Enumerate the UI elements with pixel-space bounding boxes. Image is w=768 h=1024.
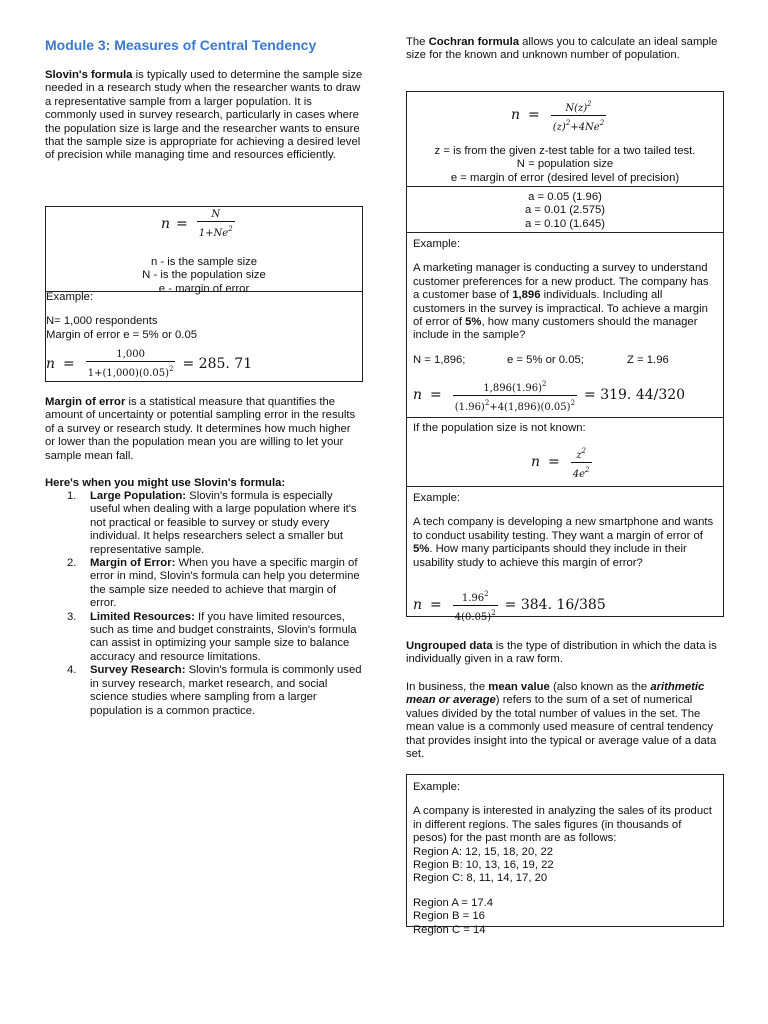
list-item: Region C = 14 (413, 923, 486, 936)
slovin-definitions: n - is the sample size N - is the population size e - margin of error (142, 256, 266, 295)
list-item: 4. Survey Research: Slovin's formula is commonly used in survey research, market research, and social science studies where sampling from a larger population is a common practice. (67, 664, 362, 717)
slovin-intro: Slovin's formula is typically used to determine the sample size needed in a research study when the researcher wants to draw a representative sample from a larger population. It is commonly used in survey research, particularly in cases where the population size is large and the researcher wants to ensure that the sample size is appropriate for achieving a desired level of precision while managing time and resources efficiently. (45, 69, 363, 162)
when-heading: Here's when you might use Slovin's formula: (45, 477, 286, 489)
list-item: 2. Margin of Error: When you have a specific margin of error in mind, Slovin's formula can help you determine the sample size needed to achieve that margin of error. (67, 557, 360, 610)
mean-value-paragraph: In business, the mean value (also known as the arithmetic mean or average) refers to the sum of a set of numerical values divided by the total number of values in the set. The mean value is a commonly used measure of central tendency that provides insight into the typical or average value of a data set. (406, 681, 717, 761)
cochran-example-1: Example: A marketing manager is conducting a survey to understand customer preferences for a new product. The company has a customer base of 1,896 individuals. Including all customers in the survey is impractical. To achieve a margin of error of 5%, how many customers should the manager include in the sample? N = 1,896; e = 5% or 0.05; Z = 1.96 (413, 238, 715, 367)
slovin-example: Example: N= 1,000 respondents Margin of error e = 5% or 0.05 (46, 291, 198, 341)
list-item: Region A = 17.4 (413, 896, 494, 909)
example-givens: N = 1,896; e = 5% or 0.05; Z = 1.96 (413, 353, 669, 366)
list-item: Region B = 16 (413, 910, 485, 923)
cochran-definitions: z = is from the given z-test table for a two tailed test. N = population size e = margin of error (desired level of precision) (434, 145, 696, 184)
slovin-example-calc: n = $\frac{1,000}{1+(1,000)(0.05)^2}$ = 285. 71 (46, 349, 253, 379)
when-list (45, 490, 363, 718)
cochran-example-2: Example: A tech company is developing a new smartphone and wants to conduct usability testing. They want a margin of error of 5%. How many participants should they include in their usability study to achieve this margin of error? (413, 492, 714, 569)
list-item: Region B: 10, 13, 16, 19, 22 (413, 859, 554, 872)
unknown-population-formula: n = $\frac{z^2}{4e^2}$ (531, 447, 590, 480)
unknown-population-label: If the population size is not known: (413, 422, 586, 434)
margin-of-error-paragraph: Margin of error is a statistical measure that quantifies the amount of uncertainty or potential sampling error in the results of a survey or research study. It determines how much higher or lower than the population mean you are willing to let your sample mean fall. (45, 396, 356, 462)
sales-example-box (406, 774, 724, 936)
slovin-formula: n = $\frac{N}{1+Ne^2}$ (161, 209, 233, 239)
cochran-example-2-calc: n = $\frac{1.96^2}{4(0.05)^2}$ = 384. 16/385 (413, 590, 606, 623)
list-item: 1. Large Population: Slovin's formula is especially useful when dealing with a large population where it's not practical or feasible to survey or study every individual. It helps researchers select a smaller but representative sample. (67, 490, 357, 556)
list-item: Region A: 12, 15, 18, 20, 22 (413, 845, 554, 858)
cochran-box (406, 91, 724, 623)
cochran-formula: n = $\frac{N(z)^2}{(z)^2+4Ne^2}$ (511, 100, 605, 133)
alpha-values: a = 0.05 (1.96) a = 0.01 (2.575) a = 0.10 (1.645) (524, 191, 606, 230)
page-title: Module 3: Measures of Central Tendency (45, 37, 317, 53)
list-item: 3. Limited Resources: If you have limited resources, such as time and budget constraints, Slovin's formula can assist in optimizing your sample size to balance accuracy and resource limitations. (67, 610, 357, 663)
list-item: Region C: 8, 11, 14, 17, 20 (413, 872, 548, 885)
ungrouped-data-paragraph: Ungrouped data is the type of distribution in which the data is individually given in a raw form. (406, 640, 717, 666)
cochran-intro: The Cochran formula allows you to calculate an ideal sample size for the known and unknown number of population. (406, 36, 718, 62)
cochran-example-1-calc: n = $\frac{1,896(1.96)^2}{(1.96)^2+4(1,896)(0.05)^2}$ = 319. 44/320 (413, 380, 686, 413)
slovin-formula-box (45, 206, 363, 382)
sales-example: Example: A company is interested in analyzing the sales of its product in different regions. The sales figures (in thousands of pesos) for the past month are as follows: Region A: 12, 15, 18, 20, 22 Region B: 10, 13, 16, 19, 22 Region C: 8, 11, 14, 17, 20 Region A = 17.4 Region B = 16 Region C = 14 (413, 781, 712, 936)
